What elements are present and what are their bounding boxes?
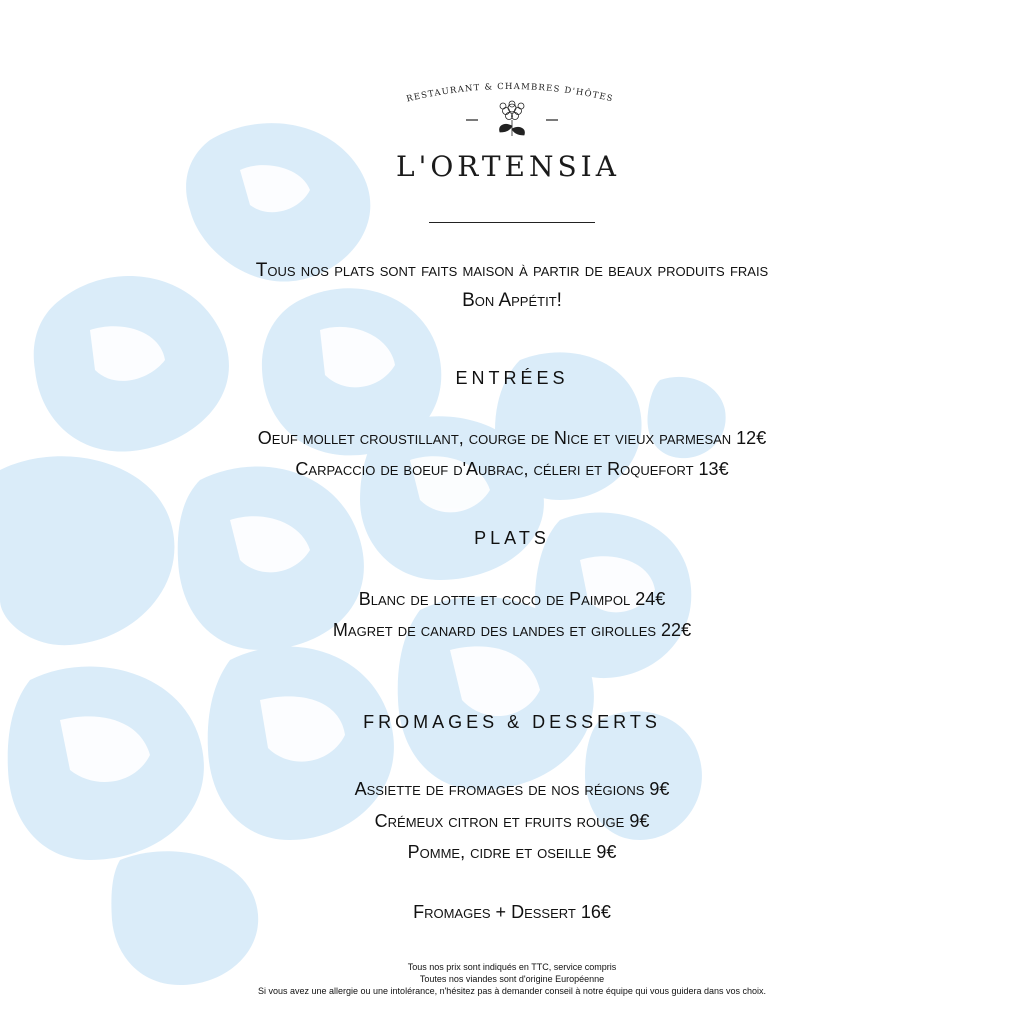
dish-item: Blanc de lotte et coco de Paimpol 24€ <box>358 589 666 609</box>
intro-line-1: Tous nos plats sont faits maison à partir de beaux produits frais <box>255 260 769 281</box>
logo-emblem <box>462 96 562 140</box>
dish-item: Pomme, cidre et oseille 9€ <box>407 842 617 862</box>
footer-note-meat-origin: Toutes nos viandes sont d'origine Européenne <box>419 974 605 984</box>
section-title-plats: PLATS <box>474 528 550 548</box>
tagline-text: RESTAURANT & CHAMBRES D'HÔTES <box>405 81 615 105</box>
restaurant-name: L'ORTENSIA <box>396 150 620 183</box>
combo-offer: Fromages + Dessert 16€ <box>413 902 611 922</box>
section-title-entrees: ENTRÉES <box>455 368 569 388</box>
dish-item: Oeuf mollet croustillant, courge de Nice et vieux parmesan 12€ <box>257 428 767 448</box>
intro-line-2: Bon Appétit! <box>462 290 562 311</box>
hydrangea-flower-icon <box>500 101 525 136</box>
title-divider <box>429 222 595 223</box>
dish-item: Crémeux citron et fruits rouge 9€ <box>374 811 650 831</box>
section-title-fromages-desserts: FROMAGES & DESSERTS <box>363 712 661 732</box>
dish-item: Magret de canard des landes et girolles 22€ <box>332 620 692 640</box>
footer-note-allergies: Si vous avez une allergie ou une intolérance, n'hésitez pas à demander conseil à notre équipe qui vous guidera dans vos choix. <box>257 986 767 996</box>
dish-item: Carpaccio de boeuf d'Aubrac, céleri et Roquefort 13€ <box>295 459 729 479</box>
footer-note-prices: Tous nos prix sont indiqués en TTC, service compris <box>407 962 617 972</box>
dish-item: Assiette de fromages de nos régions 9€ <box>354 779 670 799</box>
